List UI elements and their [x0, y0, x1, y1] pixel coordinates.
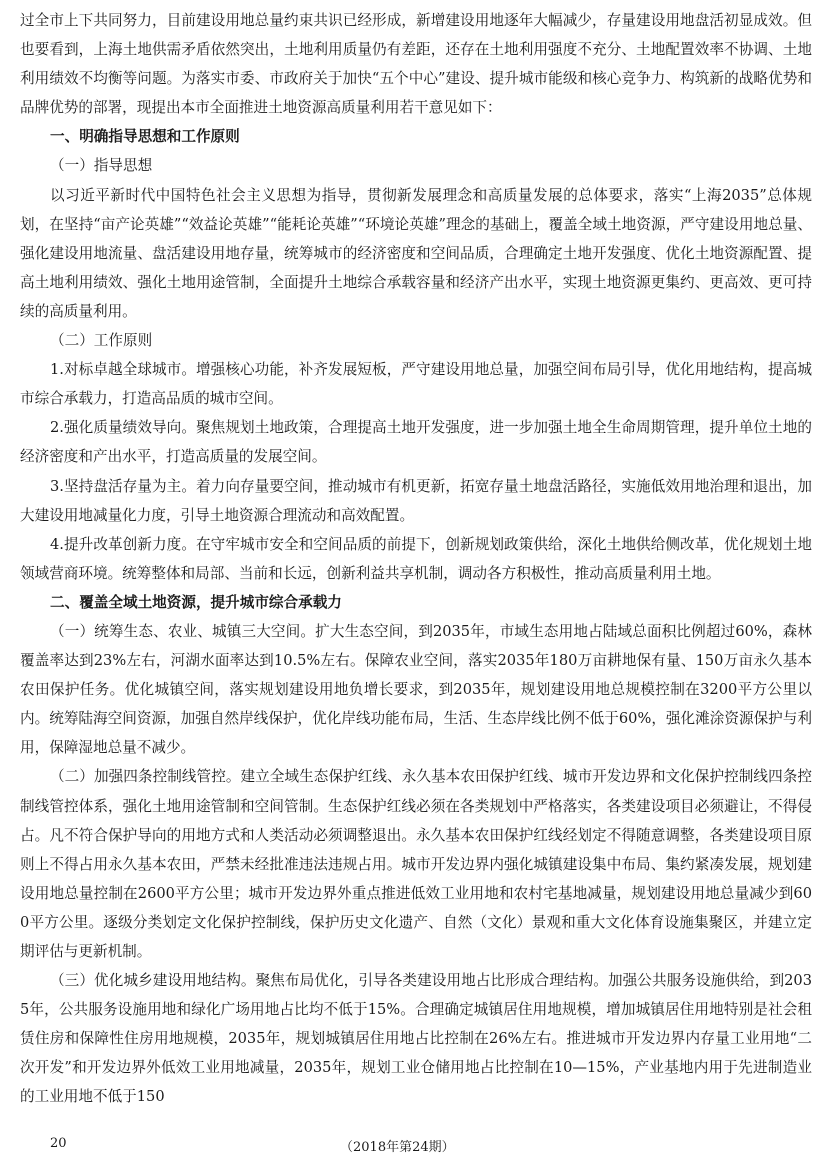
- principle-2-paragraph: 2.强化质量绩效导向。聚焦规划土地政策，合理提高土地开发强度，进一步加强土地全生命周期管理，提升单位土地的经济密度和产出水平，打造高质量的发展空间。: [20, 419, 812, 466]
- control-lines-paragraph: [20, 762, 812, 966]
- page-number: 20: [50, 1136, 67, 1151]
- principle-1-paragraph: 1.对标卓越全球城市。增强核心功能，补齐发展短板，严守建设用地总量，加强空间布局引导，优化用地结构，提高城市综合承载力，打造高品质的城市空间。: [20, 361, 812, 408]
- spaces-body: 扩大生态空间，到2035年，市域生态用地占陆域总面积比例超过60%，森林覆盖率达到23%左右，河湖水面率达到10.5%左右。保障农业空间，落实2035年180万亩耕地保有量、150万亩永久基本农田保护任务。优化城镇空间，落实规划建设用地负增长要求，到2035年，规划建设用地总规模控制在3200平方公里以内。统筹陆海空间资源，加强自然岸线保护，优化岸线功能布局，生活、生态岸线比例不低于60%，强化滩涂资源保护与利用，保障湿地总量不减少。: [20, 622, 812, 757]
- land-structure-label: （三）优化城乡建设用地结构。: [50, 972, 256, 990]
- spaces-paragraph: [20, 617, 812, 762]
- principle-3-paragraph: 3.坚持盘活存量为主。着力向存量要空间，推动城市有机更新，拓宽存量土地盘活路径，实施低效用地治理和退出，加大建设用地减量化力度，引导土地资源合理流动和高效配置。: [20, 477, 812, 524]
- control-lines-body: 建立全域生态保护红线、永久基本农田保护红线、城市开发边界和文化保护控制线四条控制线管控体系，强化土地用途管制和空间管制。生态保护红线必须在各类规划中严格落实，各类建设项目必须避让，不得侵占。凡不符合保护导向的用地方式和人类活动必须调整退出。永久基本农田保护红线经划定不得随意调整，各类建设项目原则上不得占用永久基本农田，严禁未经批准违法违规占用。城市开发边界内强化城镇建设集中布局、集约紧凑发展，规划建设用地总量控制在2600平方公里；城市开发边界外重点推进低效工业用地和农村宅基地减量，规划建设用地总量减少到600平方公里。逐级分类划定文化保护控制线，保护历史文化遗产、自然（文化）景观和重大文化体育设施集聚区，并建立定期评估与更新机制。: [20, 768, 812, 960]
- issue-label: （2018年第24期）: [340, 1140, 455, 1155]
- guiding-paragraph: 以习近平新时代中国特色社会主义思想为指导，贯彻新发展理念和高质量发展的总体要求，落实“上海2035”总体规划，在坚持“亩产论英雄”“效益论英雄”“能耗论英雄”“环境论英雄”理念的基础上，覆盖全域土地资源，严守建设用地总量、强化建设用地流量、盘活建设用地存量，统筹城市的经济密度和空间品质，合理确定土地开发强度、优化土地资源配置、提高土地利用绩效、强化土地用途管制，全面提升土地综合承载容量和经济产出水平，实现土地资源更集约、更高效、更可持续的高质量利用。: [20, 186, 812, 320]
- subsection-heading-guiding: （一）指导思想: [50, 157, 153, 175]
- document-body: [20, 6, 812, 1112]
- land-structure-paragraph: [20, 966, 812, 1111]
- section-heading-2: 二、覆盖全域土地资源，提升城市综合承载力: [50, 593, 342, 611]
- section-heading-1: 一、明确指导思想和工作原则: [50, 128, 240, 146]
- spaces-label: （一）统筹生态、农业、城镇三大空间。: [50, 622, 316, 640]
- land-structure-body: 聚焦布局优化，引导各类建设用地占比形成合理结构。加强公共服务设施供给，到2035年，公共服务设施用地和绿化广场用地占比均不低于15%。合理确定城镇居住用地规模，增加城镇居住用地特别是社会租赁住房和保障性住房用地规模，2035年，规划城镇居住用地占比控制在26%左右。推进城市开发边界内存量工业用地“二次开发”和开发边界外低效工业用地减量，2035年，规划工业仓储用地占比控制在10—15%，产业基地内用于先进制造业的工业用地不低于150: [20, 972, 812, 1106]
- subsection-heading-principles: （二）工作原则: [50, 332, 153, 350]
- control-lines-label: （二）加强四条控制线管控。: [50, 768, 241, 786]
- principle-4-paragraph: 4.提升改革创新力度。在守牢城市安全和空间品质的前提下，创新规划政策供给，深化土地供给侧改革，优化规划土地领域营商环境。统筹整体和局部、当前和长远，创新利益共享机制，调动各方积极性，推动高质量利用土地。: [20, 535, 812, 582]
- intro-paragraph: 过全市上下共同努力，目前建设用地总量约束共识已经形成，新增建设用地逐年大幅减少，存量建设用地盘活初显成效。但也要看到，上海土地供需矛盾依然突出，土地利用质量仍有差距，还存在土地利用强度不充分、土地配置效率不协调、土地利用绩效不均衡等问题。为落实市委、市政府关于加快“五个中心”建设、提升城市能级和核心竞争力、构筑新的战略优势和品牌优势的部署，现提出本市全面推进土地资源高质量利用若干意见如下：: [20, 12, 812, 117]
